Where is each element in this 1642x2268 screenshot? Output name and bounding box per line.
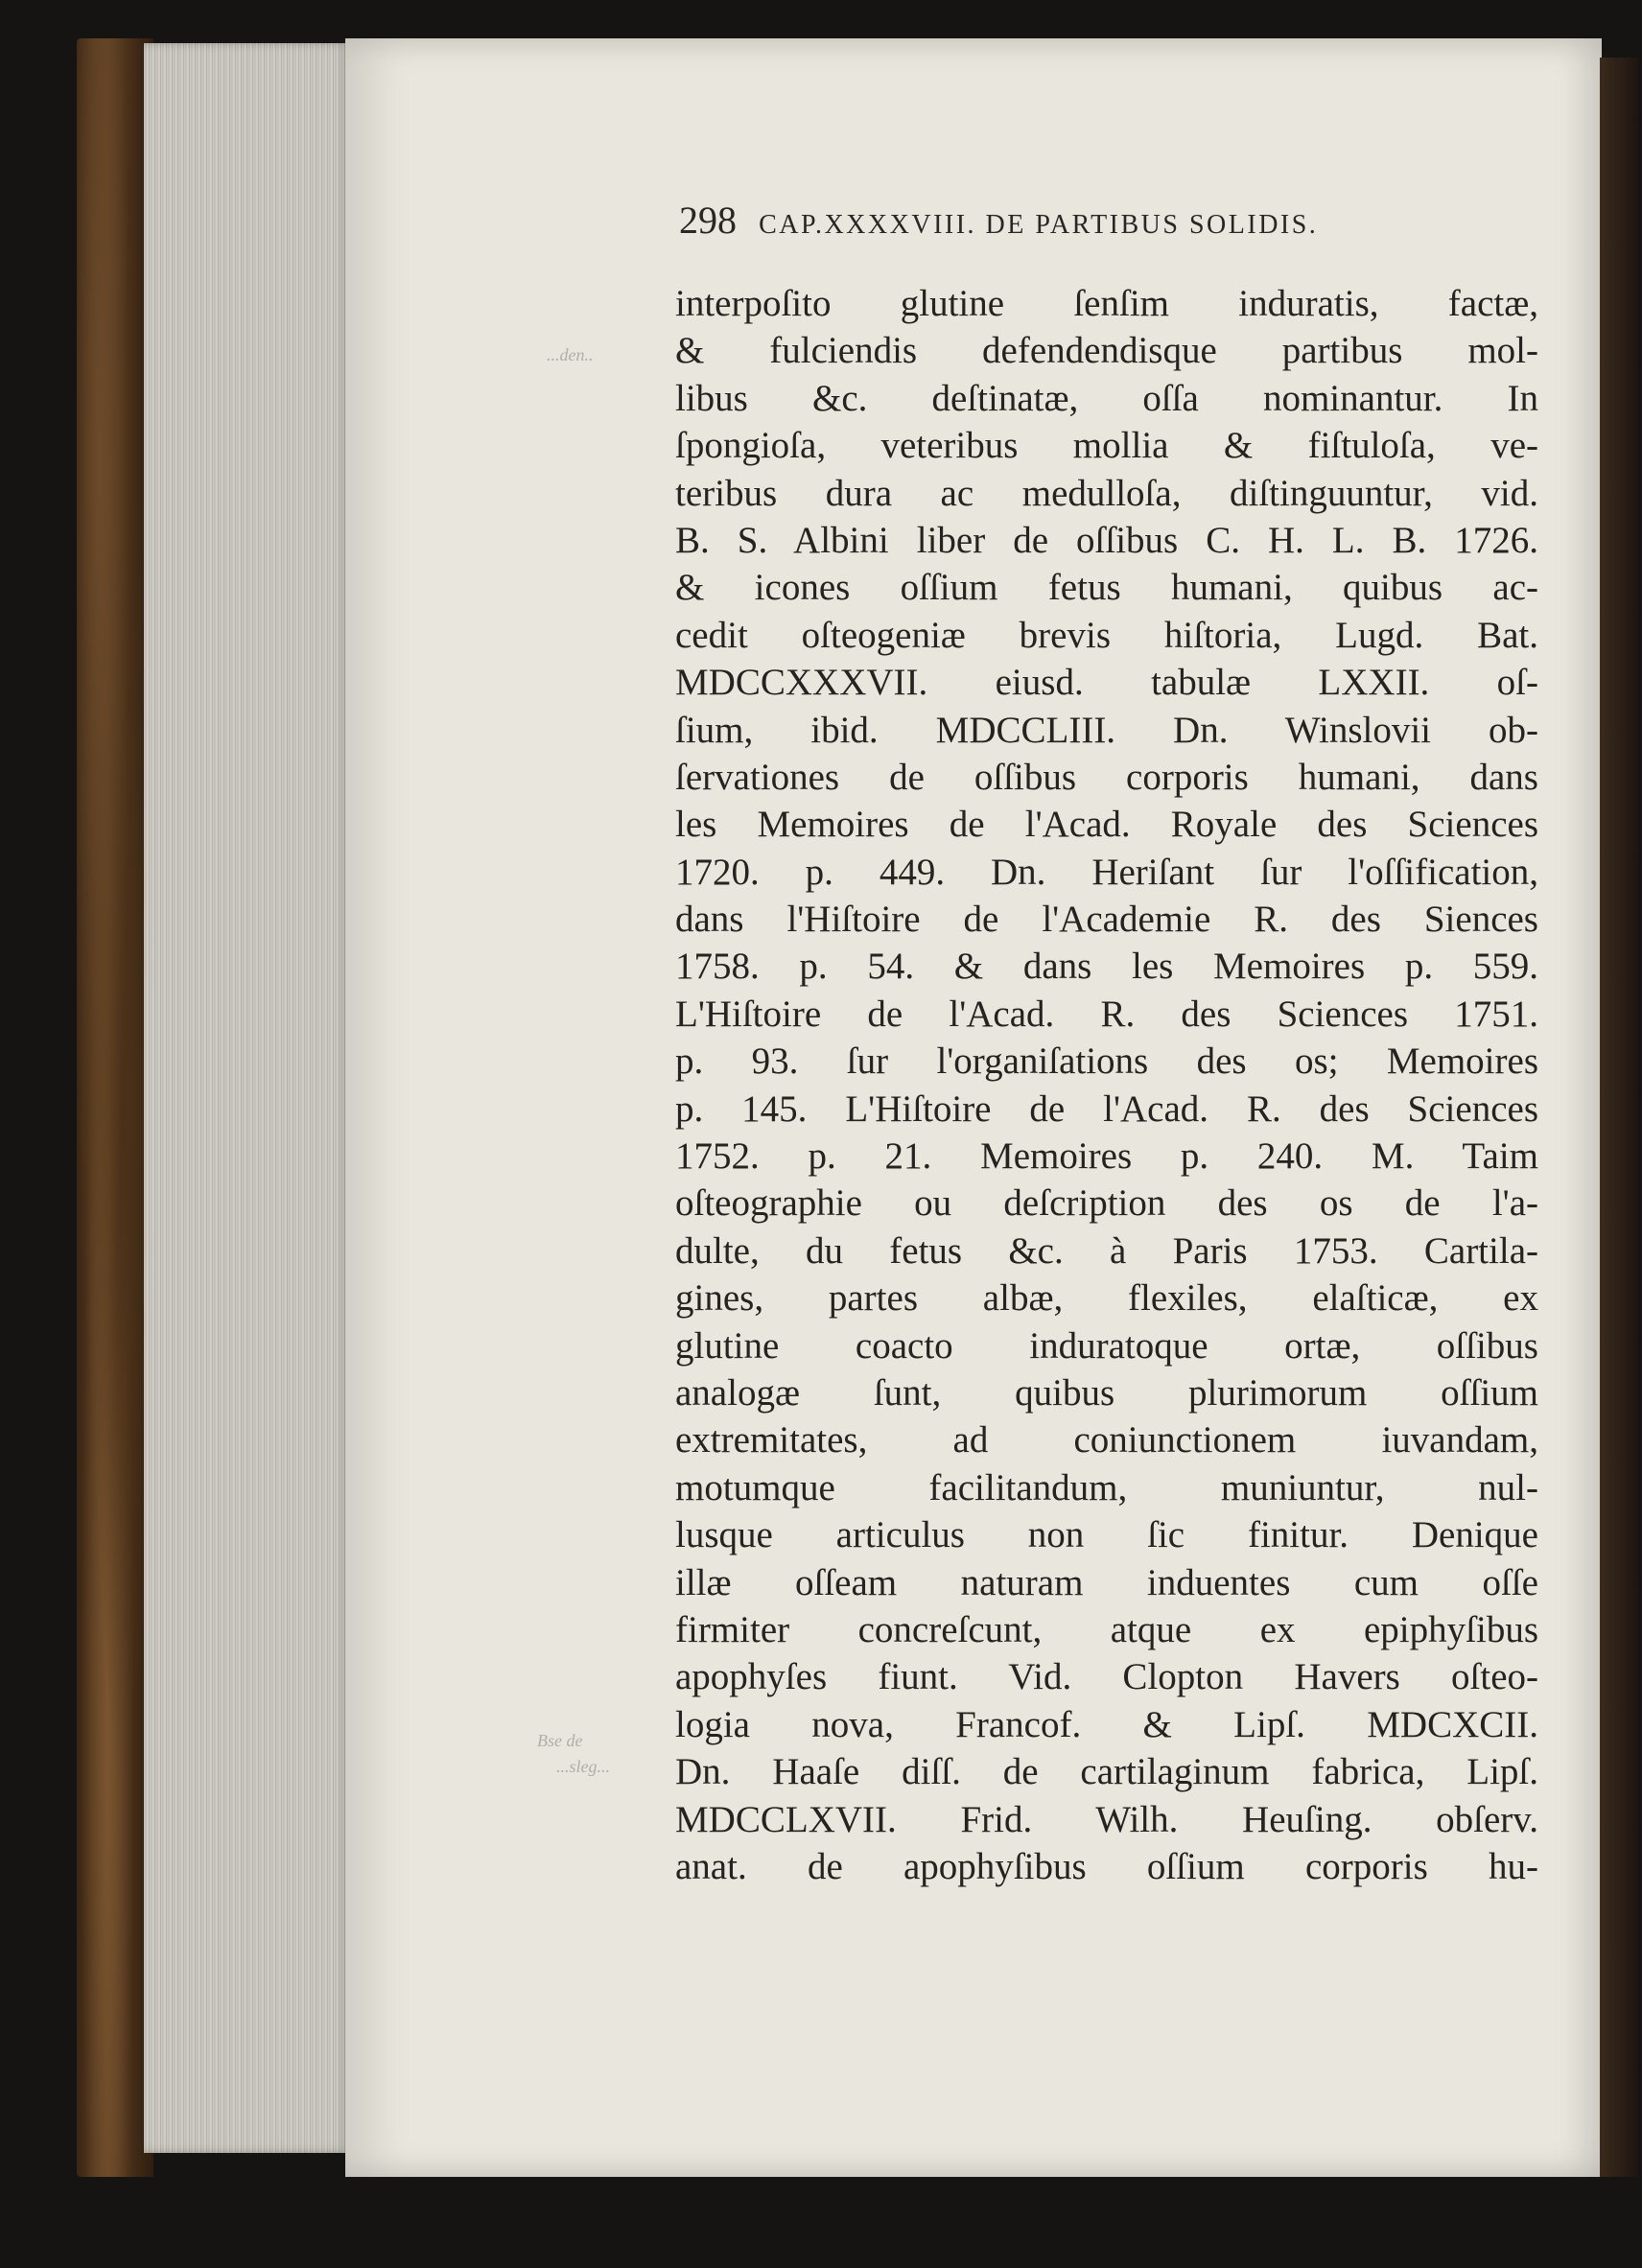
text-line: L'Hiſtoire de l'Acad. R. des Sciences 1751. [675, 993, 1538, 1035]
text-line: extremitates, ad coniunctionem iuvandam, [675, 1419, 1538, 1461]
page-edges [144, 43, 350, 2153]
marginal-note: ...den.. [547, 345, 594, 364]
text-line: interpoſito glutine ſenſim induratis, factæ, [675, 283, 1538, 324]
text-line: firmiter concreſcunt, atque ex epiphyſibus [675, 1608, 1538, 1650]
text-line: 1720. p. 449. Dn. Heriſant ſur l'oſſification, [675, 851, 1538, 893]
text-line: ſium, ibid. MDCCLIII. Dn. Winslovii ob- [675, 709, 1538, 751]
text-line: p. 145. L'Hiſtoire de l'Acad. R. des Sciences [675, 1087, 1538, 1130]
text-line: Dn. Haaſe diſſ. de cartilaginum fabrica, Lipſ. [675, 1751, 1538, 1793]
text-line: & fulciendis defendendisque partibus mol- [675, 330, 1538, 372]
book-cover-left [77, 38, 153, 2177]
text-line: lusque articulus non ſic finitur. Denique [675, 1514, 1538, 1556]
text-line: MDCCLXVII. Frid. Wilh. Heuſing. obſerv. [675, 1798, 1538, 1840]
text-line: teribus dura ac medulloſa, diſtinguuntur, vid. [675, 472, 1538, 514]
book-cover-right [1600, 58, 1638, 2177]
text-line: analogæ ſunt, quibus plurimorum oſſium [675, 1371, 1538, 1414]
text-line: dans l'Hiſtoire de l'Academie R. des Siences [675, 899, 1538, 941]
text-line: MDCCXXXVII. eiusd. tabulæ LXXII. oſ- [675, 662, 1538, 704]
text-line: illæ oſſeam naturam induentes cum oſſe [675, 1561, 1538, 1603]
text-line: p. 93. ſur l'organiſations des os; Memoires [675, 1040, 1538, 1083]
text-line: B. S. Albini liber de oſſibus C. H. L. B. 1726. [675, 519, 1538, 561]
body-text [675, 280, 1538, 1890]
text-line: libus &c. deſtinatæ, oſſa nominantur. In [675, 377, 1538, 419]
running-head: CAP.XXXXVIII. DE PARTIBUS SOLIDIS. [759, 210, 1319, 240]
text-line: & icones oſſium fetus humani, quibus ac- [675, 567, 1538, 609]
text-line: motumque facilitandum, muniuntur, nul- [675, 1466, 1538, 1508]
text-line: logia nova, Francof. & Lipſ. MDCXCII. [675, 1703, 1538, 1745]
text-line: ſervationes de oſſibus corporis humani, dans [675, 756, 1538, 798]
text-line: 1758. p. 54. & dans les Memoires p. 559. [675, 946, 1538, 988]
text-line: dulte, du fetus &c. à Paris 1753. Cartila- [675, 1229, 1538, 1272]
page-header [679, 198, 1504, 255]
text-line: apophyſes fiunt. Vid. Clopton Havers oſteo- [675, 1656, 1538, 1698]
text-line: oſteographie ou deſcription des os de l'a- [675, 1182, 1538, 1225]
text-line: ſpongioſa, veteribus mollia & fiſtuloſa, ve- [675, 425, 1538, 467]
text-line: cedit oſteogeniæ brevis hiſtoria, Lugd. Bat. [675, 614, 1538, 656]
text-line: les Memoires de l'Acad. Royale des Sciences [675, 804, 1538, 846]
text-line: anat. de apophyſibus oſſium corporis hu- [675, 1845, 1538, 1887]
marginal-note: ...sleg... [556, 1757, 610, 1776]
page-number: 298 [679, 199, 737, 242]
text-line: 1752. p. 21. Memoires p. 240. M. Taim [675, 1135, 1538, 1178]
text-line: glutine coacto induratoque ortæ, oſſibus [675, 1324, 1538, 1367]
marginal-note: Bse de [537, 1731, 583, 1750]
text-line: gines, partes albæ, flexiles, elaſticæ, ex [675, 1277, 1538, 1320]
